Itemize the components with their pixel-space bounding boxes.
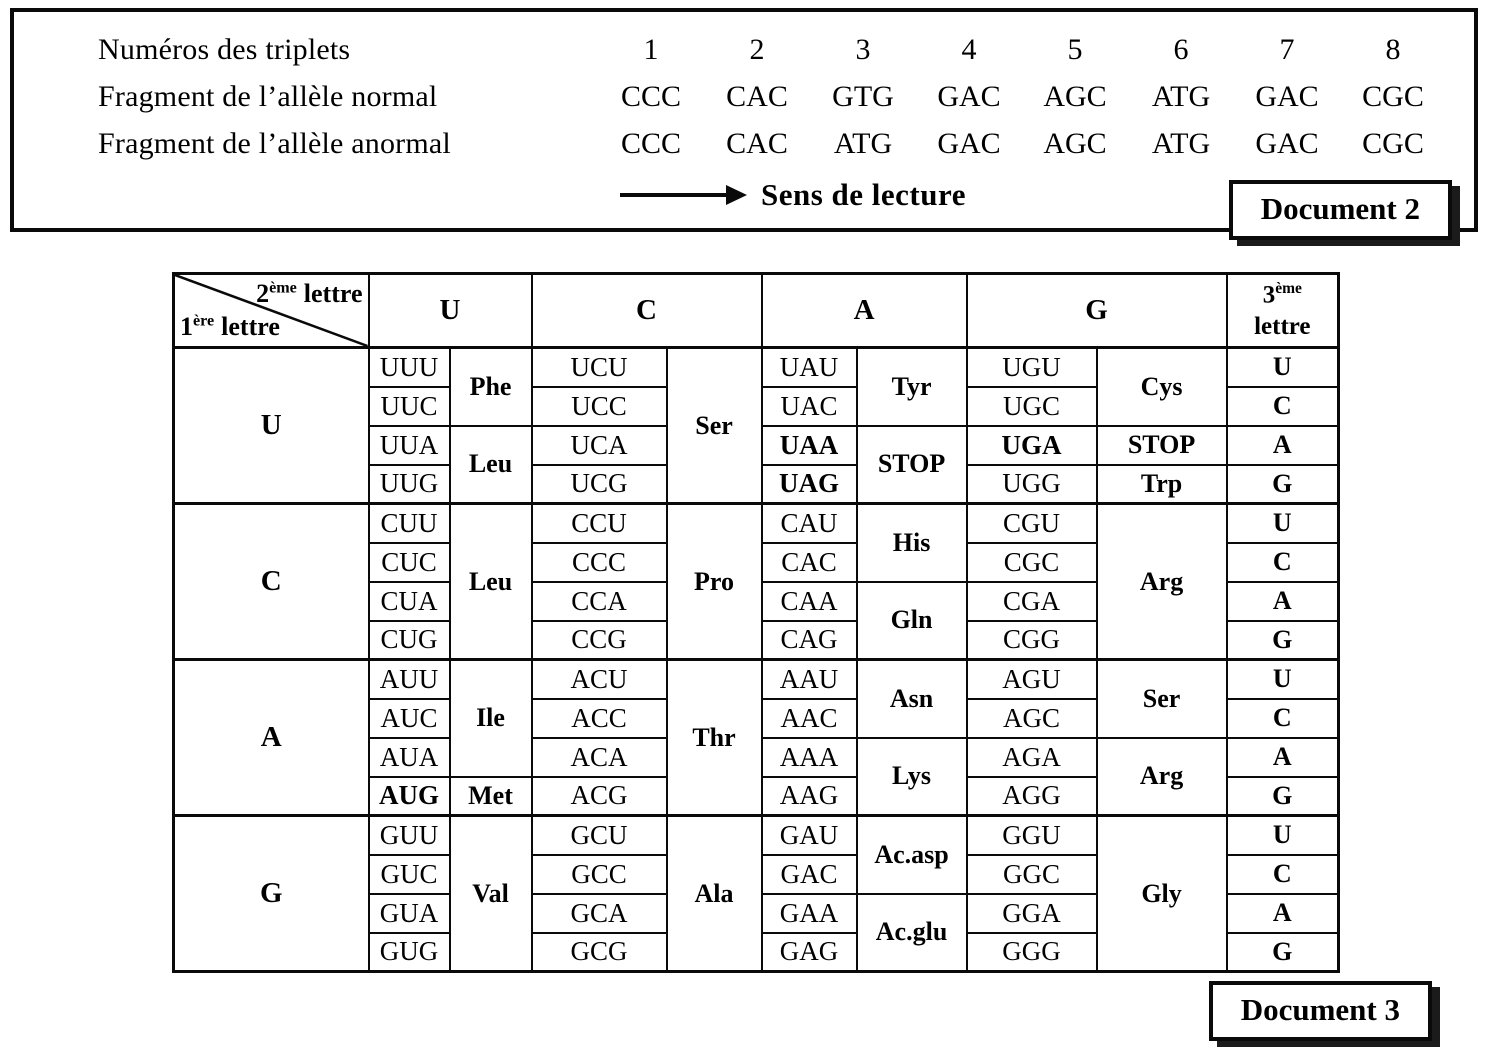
- codon: CCC: [620, 79, 682, 113]
- reading-direction-label: Sens de lecture: [761, 177, 966, 212]
- codon: CGC: [1362, 79, 1424, 113]
- codon-cell: CCA: [532, 582, 667, 621]
- codon: CAC: [726, 126, 788, 160]
- third-letter-cell: G: [1227, 621, 1339, 660]
- page: [0, 8, 1488, 1062]
- third-letter-cell: C: [1227, 855, 1339, 894]
- third-letter-cell: G: [1227, 933, 1339, 972]
- corner-cell: [174, 274, 369, 348]
- normal-allele-row: [98, 73, 1474, 120]
- codon-cell: UUU: [369, 348, 450, 387]
- header-second-letter-a: A: [762, 274, 967, 348]
- codon-cell: GGU: [967, 816, 1097, 855]
- codon-cell: GCA: [532, 894, 667, 933]
- first-letter-label: 1ère lettre: [180, 312, 280, 341]
- amino-cell: Arg: [1097, 738, 1227, 816]
- codon-cell: ACC: [532, 699, 667, 738]
- triplet-numbers-row: [98, 26, 1474, 73]
- codon: CCC: [620, 126, 682, 160]
- amino-cell: Ile: [450, 660, 532, 777]
- codon: ATG: [1151, 79, 1211, 113]
- allele-fragments-panel: [10, 8, 1478, 232]
- codon-cell: UCA: [532, 426, 667, 465]
- codon-cell: AGC: [967, 699, 1097, 738]
- codon-cell: UUC: [369, 387, 450, 426]
- codon-cell: GUG: [369, 933, 450, 972]
- header-second-letter-u: U: [369, 274, 532, 348]
- header-second-letter-g: G: [967, 274, 1227, 348]
- codon-cell: GUA: [369, 894, 450, 933]
- amino-cell: His: [857, 504, 967, 582]
- first-letter-cell: U: [174, 348, 369, 504]
- triplet-number: 6: [1173, 32, 1189, 66]
- codon-cell: UGU: [967, 348, 1097, 387]
- codon-cell: UCU: [532, 348, 667, 387]
- third-letter-cell: C: [1227, 387, 1339, 426]
- codon: GAC: [1255, 126, 1319, 160]
- third-letter-cell: U: [1227, 816, 1339, 855]
- codon-cell: AUU: [369, 660, 450, 699]
- amino-cell: Phe: [450, 348, 532, 426]
- codon: CGC: [1362, 126, 1424, 160]
- third-letter-cell: U: [1227, 660, 1339, 699]
- codon-cell: GUC: [369, 855, 450, 894]
- codon-cell: AGA: [967, 738, 1097, 777]
- third-letter-cell: U: [1227, 348, 1339, 387]
- codon-cell: CUU: [369, 504, 450, 543]
- codon-cell: CCG: [532, 621, 667, 660]
- codon: GTG: [832, 79, 894, 113]
- codon-cell: GCC: [532, 855, 667, 894]
- codon-cell: UCC: [532, 387, 667, 426]
- codon-cell: GAC: [762, 855, 857, 894]
- row-label: Numéros des triplets: [98, 32, 351, 66]
- first-letter-cell: A: [174, 660, 369, 816]
- amino-cell: Thr: [667, 660, 762, 816]
- right-arrow-line: [620, 193, 726, 197]
- codon-cell: AUG: [369, 777, 450, 816]
- codon-cell: UAU: [762, 348, 857, 387]
- codon-cell: AAG: [762, 777, 857, 816]
- triplet-number: 8: [1385, 32, 1401, 66]
- triplet-number: 5: [1067, 32, 1083, 66]
- codon: GAC: [1255, 79, 1319, 113]
- codon-cell: CAC: [762, 543, 857, 582]
- abnormal-allele-row: [98, 120, 1474, 167]
- third-letter-cell: C: [1227, 699, 1339, 738]
- amino-cell: Ser: [667, 348, 762, 504]
- codon-cell: GGC: [967, 855, 1097, 894]
- codon: CAC: [726, 79, 788, 113]
- third-letter-cell: A: [1227, 738, 1339, 777]
- codon-cell: GAA: [762, 894, 857, 933]
- document-3-label: Document 3: [1209, 981, 1432, 1041]
- codon-cell: CCU: [532, 504, 667, 543]
- codon-cell: CAU: [762, 504, 857, 543]
- second-letter-label: 2ème lettre: [256, 279, 363, 308]
- codon: ATG: [1151, 126, 1211, 160]
- codon-cell: GGA: [967, 894, 1097, 933]
- amino-cell: Ac.asp: [857, 816, 967, 894]
- amino-cell: Ala: [667, 816, 762, 972]
- amino-cell: Lys: [857, 738, 967, 816]
- first-letter-cell: C: [174, 504, 369, 660]
- codon: AGC: [1043, 126, 1107, 160]
- amino-cell: Trp: [1097, 465, 1227, 504]
- codon: ATG: [833, 126, 893, 160]
- codon-cell: ACA: [532, 738, 667, 777]
- genetic-code-table: [172, 272, 1340, 973]
- codon-cell: CCC: [532, 543, 667, 582]
- third-letter-cell: C: [1227, 543, 1339, 582]
- amino-cell: Val: [450, 816, 532, 972]
- codon-cell: GCU: [532, 816, 667, 855]
- third-letter-cell: U: [1227, 504, 1339, 543]
- codon-cell: UGC: [967, 387, 1097, 426]
- third-letter-cell: A: [1227, 894, 1339, 933]
- amino-cell: Gly: [1097, 816, 1227, 972]
- codon-cell: GAU: [762, 816, 857, 855]
- codon-cell: CUC: [369, 543, 450, 582]
- codon-cell: AUA: [369, 738, 450, 777]
- codon: AGC: [1043, 79, 1107, 113]
- amino-cell: Pro: [667, 504, 762, 660]
- amino-cell: Leu: [450, 426, 532, 504]
- codon-cell: GAG: [762, 933, 857, 972]
- amino-cell: STOP: [857, 426, 967, 504]
- codon-cell: UGG: [967, 465, 1097, 504]
- right-arrow-icon: [726, 185, 747, 205]
- codon-cell: GUU: [369, 816, 450, 855]
- codon-cell: UCG: [532, 465, 667, 504]
- codon-cell: AAA: [762, 738, 857, 777]
- codon-cell: UUA: [369, 426, 450, 465]
- codon-cell: GCG: [532, 933, 667, 972]
- amino-cell: STOP: [1097, 426, 1227, 465]
- amino-cell: Met: [450, 777, 532, 816]
- codon-cell: UUG: [369, 465, 450, 504]
- amino-cell: Ser: [1097, 660, 1227, 738]
- triplet-number: 3: [855, 32, 871, 66]
- codon-cell: UAG: [762, 465, 857, 504]
- codon-cell: CGC: [967, 543, 1097, 582]
- amino-cell: Asn: [857, 660, 967, 738]
- codon-cell: GGG: [967, 933, 1097, 972]
- third-letter-cell: A: [1227, 426, 1339, 465]
- amino-cell: Ac.glu: [857, 894, 967, 972]
- codon-cell: AAC: [762, 699, 857, 738]
- codon-cell: CUA: [369, 582, 450, 621]
- header-second-letter-c: C: [532, 274, 762, 348]
- document-2-label: Document 2: [1229, 180, 1452, 240]
- third-letter-cell: G: [1227, 465, 1339, 504]
- codon-cell: UAC: [762, 387, 857, 426]
- codon-cell: AGU: [967, 660, 1097, 699]
- codon: GAC: [937, 126, 1001, 160]
- codon-cell: CAG: [762, 621, 857, 660]
- third-letter-header: 3ème lettre: [1227, 274, 1339, 348]
- codon-cell: AAU: [762, 660, 857, 699]
- codon-cell: CGU: [967, 504, 1097, 543]
- first-letter-cell: G: [174, 816, 369, 972]
- codon-cell: AGG: [967, 777, 1097, 816]
- amino-cell: Tyr: [857, 348, 967, 426]
- codon-cell: ACG: [532, 777, 667, 816]
- amino-cell: Cys: [1097, 348, 1227, 426]
- triplet-number: 7: [1279, 32, 1295, 66]
- codon-cell: AUC: [369, 699, 450, 738]
- codon-cell: UAA: [762, 426, 857, 465]
- codon-cell: CGG: [967, 621, 1097, 660]
- third-letter-cell: A: [1227, 582, 1339, 621]
- row-label: Fragment de l’allèle anormal: [98, 126, 451, 160]
- codon-cell: UGA: [967, 426, 1097, 465]
- amino-cell: Arg: [1097, 504, 1227, 660]
- codon: GAC: [937, 79, 1001, 113]
- codon-cell: CGA: [967, 582, 1097, 621]
- row-label: Fragment de l’allèle normal: [98, 79, 438, 113]
- codon-cell: CAA: [762, 582, 857, 621]
- triplet-number: 1: [643, 32, 659, 66]
- amino-cell: Leu: [450, 504, 532, 660]
- amino-cell: Gln: [857, 582, 967, 660]
- codon-cell: ACU: [532, 660, 667, 699]
- triplet-number: 2: [749, 32, 765, 66]
- third-letter-cell: G: [1227, 777, 1339, 816]
- codon-cell: CUG: [369, 621, 450, 660]
- triplet-number: 4: [961, 32, 977, 66]
